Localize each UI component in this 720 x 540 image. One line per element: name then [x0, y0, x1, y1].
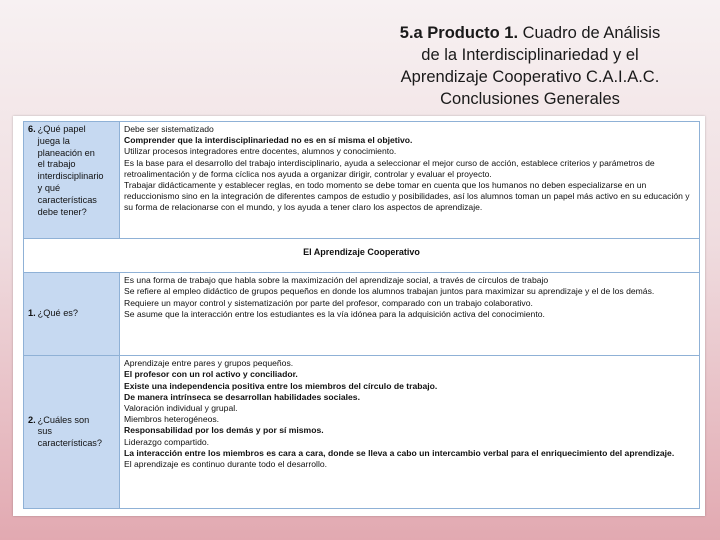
- answer-line: Se asume que la interacción entre los estudiantes es la vía idónea para la adquisición activa del conocimiento.: [124, 308, 545, 319]
- answer-cell-6: [120, 122, 700, 239]
- question-text: ¿Cuáles son sus características?: [37, 414, 103, 449]
- answer-line: Utilizar procesos integradores entre docentes, alumnos y conocimiento.: [124, 146, 397, 157]
- answer-line: Aprendizaje entre pares y grupos pequeños.: [124, 358, 294, 369]
- answer-line: La interacción entre los miembros es cara a cara, donde se lleva a cabo un intercambio verbal para el enriquecimiento del aprendizaje.: [124, 447, 675, 458]
- question-text: ¿Qué es?: [37, 308, 79, 319]
- answer-line: Trabajar didácticamente y establecer reglas, en todo momento se debe tomar en cuenta que los humanos no deben especializarse en un reduccionismo sino en la integración de diferentes campos de estudio y posibilidades, así los alumnos toman un papel más activo en su educación y su forma de relacionarse con el mundo, y los ayuda a tener claro los aspectos de aprendizaje.: [124, 180, 690, 213]
- analysis-table: [23, 121, 700, 509]
- answer-line: Responsabilidad por los demás y por sí mismos.: [124, 425, 324, 436]
- answer-line: Comprender que la interdisciplinariedad no es en sí misma el objetivo.: [124, 135, 413, 146]
- answer-line: El profesor con un rol activo y conciliador.: [124, 369, 298, 380]
- slide-title: [360, 22, 700, 110]
- title-line-3: Aprendizaje Cooperativo C.A.I.A.C.: [400, 68, 660, 86]
- title-line-1: [360, 22, 700, 44]
- question-cell-2: [24, 356, 120, 509]
- question-text: ¿Qué papel juega la planeación en el trabajo interdisciplinario y qué características debe tener?: [37, 124, 104, 217]
- title-bold-part: 5.a Producto 1.: [399, 24, 519, 42]
- table-row-6: [24, 122, 700, 239]
- question-number: 2.: [28, 414, 36, 425]
- question-number: 1.: [28, 308, 36, 319]
- title-rest-line-1: Cuadro de Análisis: [518, 24, 661, 42]
- question-number: 6.: [28, 124, 36, 134]
- section-header-row: [24, 239, 700, 273]
- answer-line: Liderazgo compartido.: [124, 436, 210, 447]
- answer-line: De manera intrínseca se desarrollan habilidades sociales.: [124, 391, 360, 402]
- document-image: [13, 116, 705, 516]
- answer-cell-1: [120, 273, 700, 356]
- answer-line: Existe una independencia positiva entre los miembros del círculo de trabajo.: [124, 380, 438, 391]
- question-cell-1: [24, 273, 120, 356]
- table-row-1: [24, 273, 700, 356]
- section-title: El Aprendizaje Cooperativo: [24, 239, 700, 273]
- answer-line: Valoración individual y grupal.: [124, 403, 238, 414]
- answer-line: Miembros heterogéneos.: [124, 414, 220, 425]
- answer-line: Debe ser sistematizado: [124, 124, 214, 134]
- table-row-2: [24, 356, 700, 509]
- answer-line: Es una forma de trabajo que habla sobre la maximización del aprendizaje social, a través de círculos de trabajo: [124, 275, 549, 286]
- title-line-2: de la Interdisciplinariedad y el: [421, 46, 639, 64]
- answer-line: Requiere un mayor control y sistematización por parte del profesor, comparado con un trabajo colaborativo.: [124, 297, 533, 308]
- answer-cell-2: [120, 356, 700, 509]
- answer-line: Es la base para el desarrollo del trabajo interdisciplinario, ayuda a seleccionar el mejor curso de acción, establece criterios y parámetros de retroalimentación y de forma cíclica nos ayuda a organizar dirigir, controlar y evaluar el proyecto.: [124, 157, 655, 179]
- question-cell-6: [24, 122, 120, 239]
- title-line-4: Conclusiones Generales: [440, 90, 620, 108]
- answer-line: El aprendizaje es continuo durante todo el desarrollo.: [124, 459, 328, 470]
- answer-line: Se refiere al empleo didáctico de grupos pequeños en donde los alumnos trabajan juntos para maximizar su aprendizaje y el de los demás.: [124, 286, 655, 297]
